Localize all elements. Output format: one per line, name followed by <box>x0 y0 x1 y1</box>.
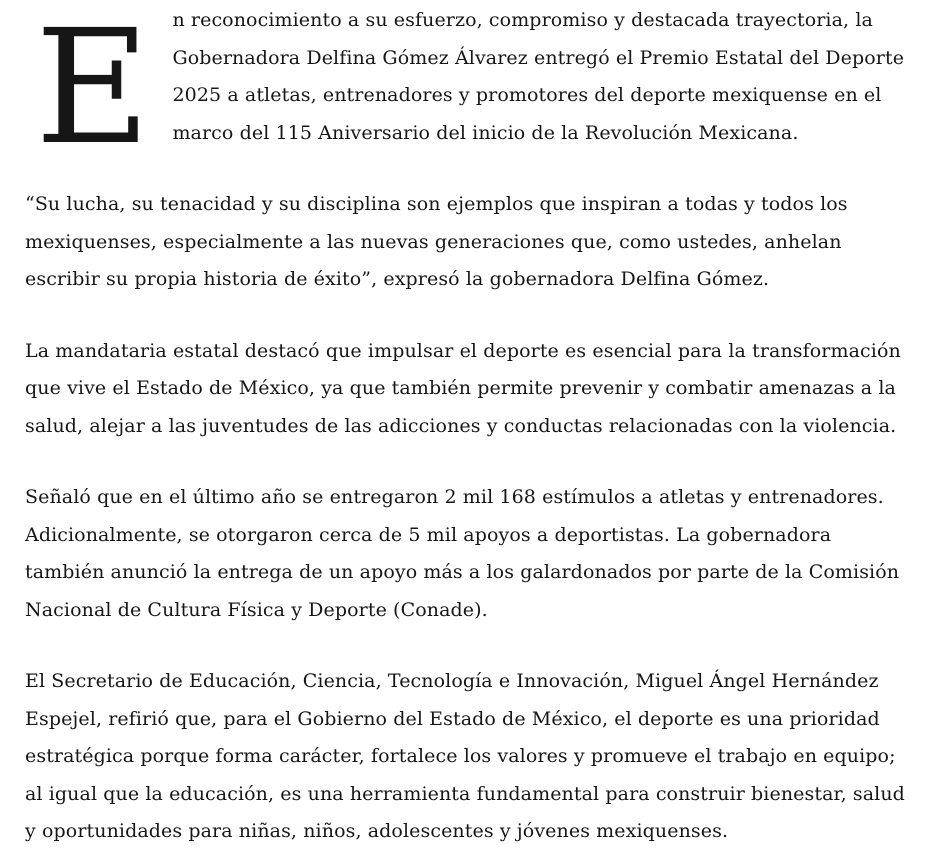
paragraph-2: “Su lucha, su tenacidad y su disciplina son ejemplos que inspiran a todas y todos los mexiquenses, especialmente a las nuevas generaciones que, como ustedes, anhelan escribir su propia historia de éxito”, expresó la gobernadora Delfina Gómez. <box>25 193 848 290</box>
paragraph-1-text: n reconocimiento a su esfuerzo, compromiso y destacada trayectoria, la Gobernadora Delfina Gómez Álvarez entregó el Premio Estatal del Deporte 2025 a atletas, entrenadores y promotores del deporte mexiquense en el marco del 115 Aniversario del inicio de la Revolución Mexicana. <box>172 9 905 144</box>
paragraph-4: Señaló que en el último año se entregaron 2 mil 168 estímulos a atletas y entrenadores. Adicionalmente, se otorgaron cerca de 5 mil apoyos a deportistas. La gobernadora también anunció la entrega de un apoyo más a los galardonados por parte de la Comisión Nacional de Cultura Física y Deporte (Conade). <box>25 486 900 621</box>
paragraph-5: El Secretario de Educación, Ciencia, Tecnología e Innovación, Miguel Ángel Hernández Espejel, refirió que, para el Gobierno del Estado de México, el deporte es una prioridad estratégica porque forma carácter, fortalece los valores y promueve el trabajo en equipo; al igual que la educación, es una herramienta fundamental para construir bienestar, salud y oportunidades para niñas, niños, adolescentes y jóvenes mexiquenses. <box>25 670 905 842</box>
paragraph-1 <box>25 0 910 180</box>
drop-cap: E <box>35 0 151 180</box>
paragraph-3: La mandataria estatal destacó que impulsar el deporte es esencial para la transformación que vive el Estado de México, ya que también permite prevenir y combatir amenazas a la salud, alejar a las juventudes de las adicciones y conductas relacionadas con la violencia. <box>25 339 901 437</box>
